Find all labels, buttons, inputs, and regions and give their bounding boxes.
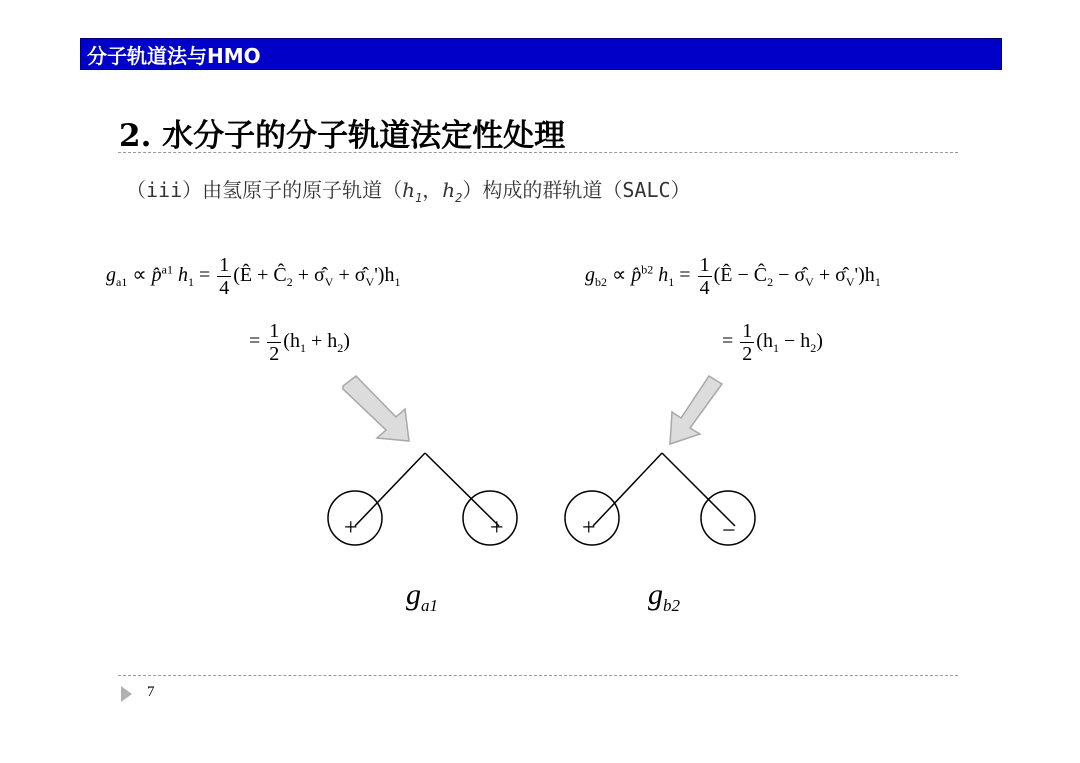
formula-left-c-sub: 2 <box>286 275 293 290</box>
formula-right-v-sub: V <box>805 275 814 290</box>
formula-left-expr-mid: + σ̂ <box>292 264 325 287</box>
footer-divider <box>118 675 958 676</box>
formula-left-line2-close: ) <box>343 330 350 353</box>
formula-left-op: p̂ <box>151 264 162 287</box>
subtitle-h2: h <box>442 178 456 202</box>
formula-left-prop: ∝ <box>132 264 147 287</box>
formula-left-expr: (Ê + Ĉ <box>233 264 287 287</box>
label-ga1-sub: a1 <box>421 596 438 615</box>
formula-right-op-sup: b2 <box>641 262 654 277</box>
subtitle-prefix: （iii）由氢原子的原子轨道（ <box>126 178 403 202</box>
formula-left-expr-end: ')h <box>374 264 395 287</box>
formula-right-lhs: g <box>585 264 595 287</box>
formula-right-line2-close: ) <box>816 330 823 353</box>
formula-right-var-sub: 1 <box>668 275 675 290</box>
formula-right-line2-op: − h <box>778 330 811 353</box>
formula-left-expr-mid2: + σ̂ <box>333 264 366 287</box>
formula-left-eq: = <box>198 264 211 287</box>
formula-right-expr-mid2: + σ̂ <box>813 264 846 287</box>
arrow-right-icon <box>670 376 722 444</box>
formula-left-op-sup: a1 <box>161 262 173 277</box>
formula-right-line2-num: 1 <box>742 320 753 342</box>
formula-left-end-sub: 1 <box>394 275 401 290</box>
formula-left-line2-s1: 1 <box>299 341 306 356</box>
formula-right-end-sub: 1 <box>874 275 881 290</box>
formula-left-line2-s2: 2 <box>337 341 344 356</box>
formula-right-frac-num: 1 <box>699 254 710 276</box>
label-gb2-sub: b2 <box>663 596 680 615</box>
formula-left-line2-num: 1 <box>269 320 280 342</box>
label-gb2 <box>648 578 680 616</box>
arrow-left-icon <box>343 376 409 441</box>
formula-left-line2-expr: (h <box>283 330 300 353</box>
label-ga1 <box>406 578 438 616</box>
bond-left-a <box>355 453 425 526</box>
orbital-right-2-sign: − <box>722 518 736 544</box>
page-number: 7 <box>147 684 155 700</box>
subtitle-suffix: ）构成的群轨道（SALC） <box>462 178 691 202</box>
subtitle-h2-sub: 2 <box>455 191 463 205</box>
formula-right-expr-mid: − σ̂ <box>773 264 806 287</box>
formula-left-line2-eq: = <box>249 330 261 353</box>
formula-right-line2-expr: (h <box>756 330 773 353</box>
subtitle-sep: ， <box>422 178 443 202</box>
formula-right-line2-s1: 1 <box>772 341 779 356</box>
formula-left-var: h <box>177 264 188 287</box>
label-ga1-main: g <box>406 578 421 611</box>
formula-right-c-sub: 2 <box>767 275 774 290</box>
formula-left-v-sub: V <box>324 275 334 290</box>
formula-right-expr: (Ê − Ĉ <box>713 264 768 287</box>
formula-right-line2-eq: = <box>722 330 734 353</box>
subtitle-h1: h <box>402 178 416 202</box>
formula-right-line2-s2: 2 <box>810 341 817 356</box>
formula-right-var: h <box>658 264 669 287</box>
page-marker-icon <box>121 686 132 702</box>
section-title: 2. 水分子的分子轨道法定性处理 <box>119 118 566 154</box>
orbital-left-2-sign: + <box>490 515 504 541</box>
formula-right-lhs-sub: b2 <box>595 275 607 290</box>
formula-right-eq: = <box>679 264 691 287</box>
formula-right-frac-den: 4 <box>699 277 710 299</box>
orbital-right-1-sign: + <box>582 515 596 541</box>
bond-left-b <box>425 453 499 526</box>
formula-left-line2-den: 2 <box>269 343 280 365</box>
formula-left-frac-den: 4 <box>219 277 230 299</box>
bond-right-a <box>593 453 662 526</box>
formula-right-expr-end: ')h <box>854 264 875 287</box>
formula-left-line2-op: + h <box>305 330 338 353</box>
label-gb2-main: g <box>648 578 663 611</box>
formula-right-v2-sub: V <box>845 275 855 290</box>
formula-left-lhs: g <box>106 264 116 287</box>
header-title: 分子轨道法与HMO <box>87 43 261 68</box>
formula-right-prop: ∝ <box>612 264 627 287</box>
formula-left-frac-num: 1 <box>219 254 230 276</box>
formula-right-line2-den: 2 <box>742 343 753 365</box>
formula-left-lhs-sub: a1 <box>116 275 128 290</box>
orbital-left-1-sign: + <box>344 515 358 541</box>
formula-left-v2-sub: V <box>365 275 375 290</box>
bond-right-b <box>662 453 735 526</box>
formula-left-var-sub: 1 <box>187 275 194 290</box>
subtitle-h1-sub: 1 <box>415 191 423 205</box>
formula-right-op: p̂ <box>631 264 642 287</box>
